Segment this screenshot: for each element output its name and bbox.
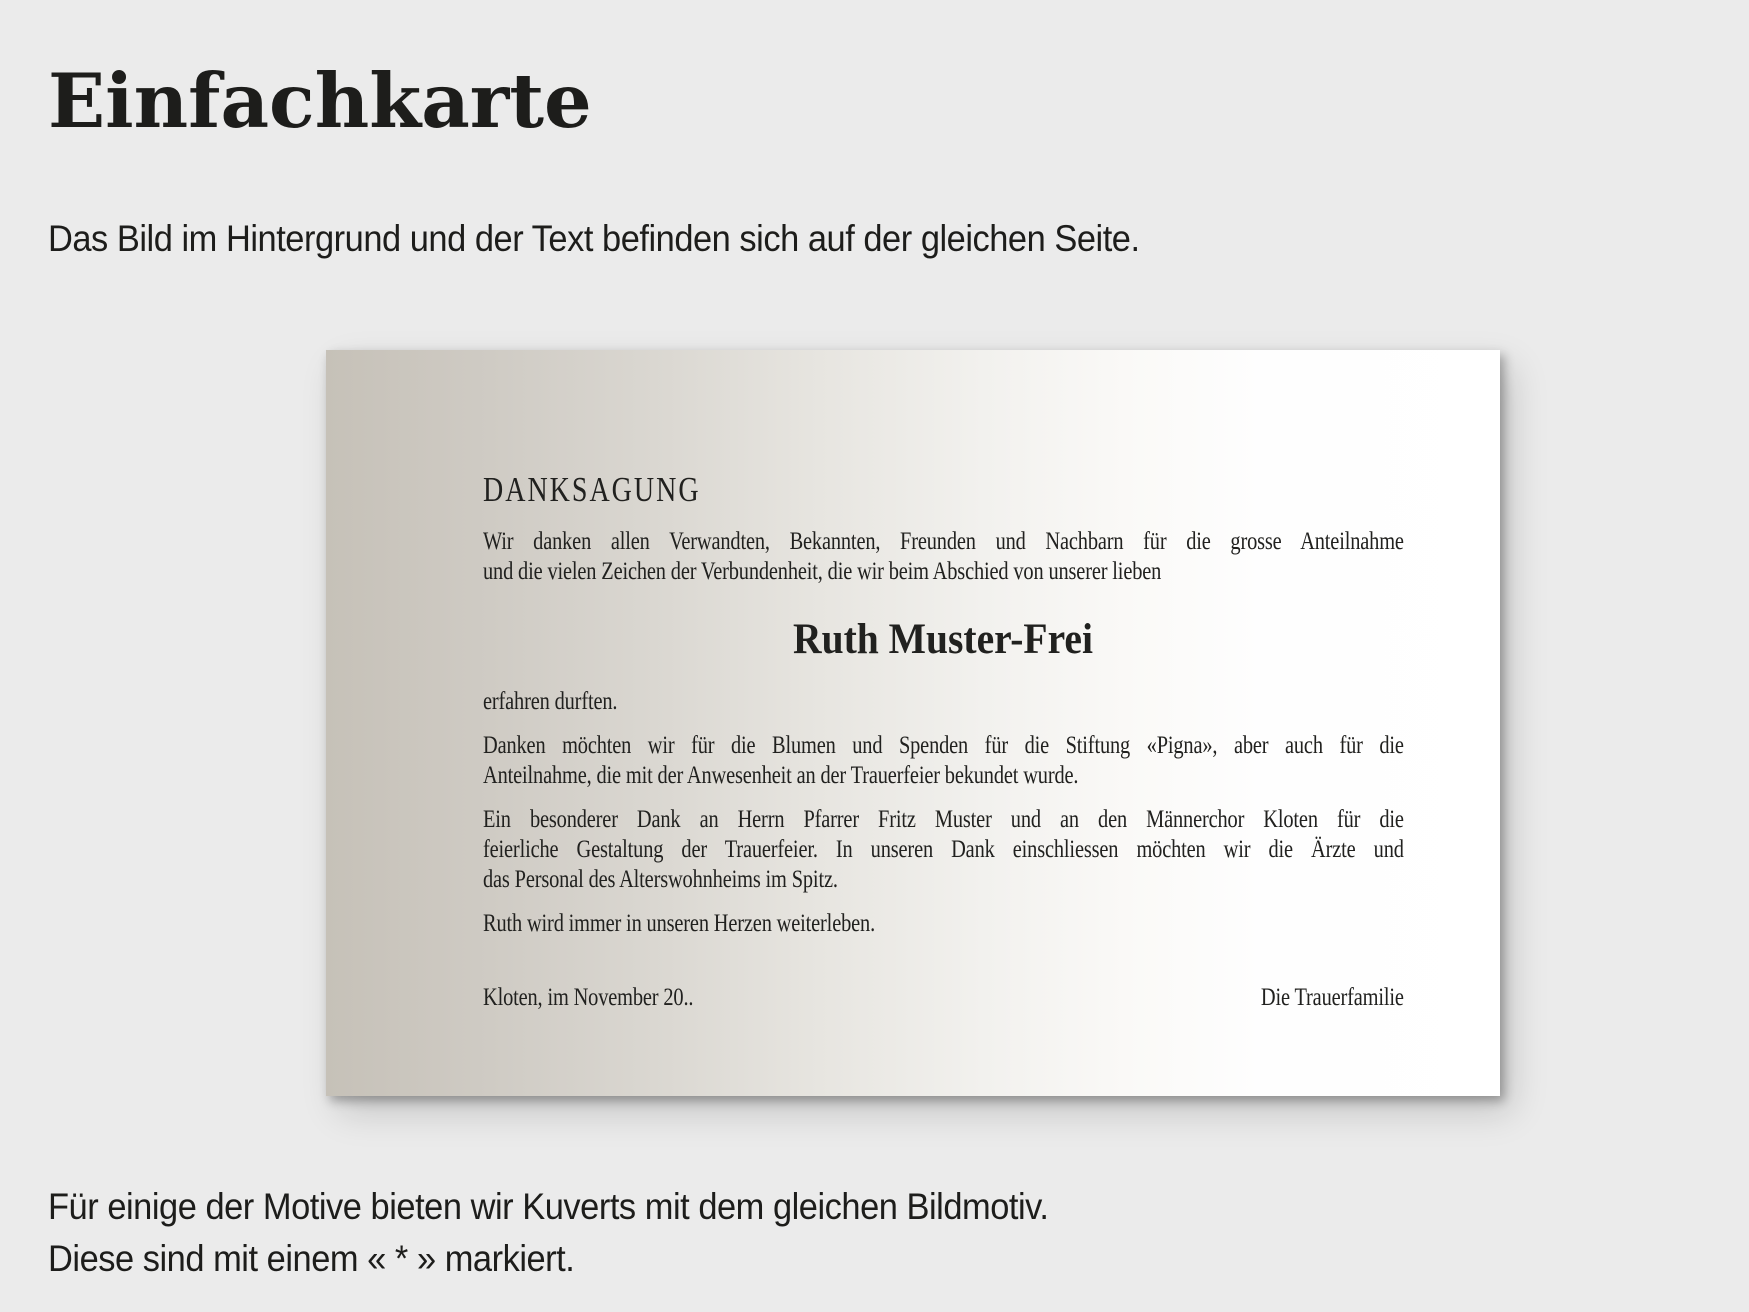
card-special-thanks-line: das Personal des Alterswohnheims im Spitz.	[483, 864, 838, 893]
card-place-date: Kloten, im November 20..	[483, 982, 694, 1011]
card-signature: Die Trauerfamilie	[1260, 982, 1404, 1011]
deceased-name-text: Ruth Muster-Frei	[793, 616, 1094, 663]
card-intro-line: und die vielen Zeichen der Verbundenheit, die wir beim Abschied von unserer lieben	[483, 556, 1162, 585]
footnote-line: Für einige der Motive bieten wir Kuverts mit dem gleichen Bildmotiv.	[48, 1186, 1049, 1227]
card-special-thanks-line: feierliche Gestaltung der Trauerfeier. In unseren Dank einschliessen möchten wir die Ärzte und	[483, 834, 1404, 863]
page-subtitle: Das Bild im Hintergrund und der Text befinden sich auf der gleichen Seite.	[48, 218, 1140, 259]
card-heading: DANKSAGUNG	[483, 470, 701, 509]
card-donation-paragraph	[483, 730, 1404, 790]
card-intro-line: Wir danken allen Verwandten, Bekannten, Freunden und Nachbarn für die grosse Anteilnahme	[483, 526, 1404, 555]
card-special-thanks-line: Ein besonderer Dank an Herrn Pfarrer Fritz Muster und an den Männerchor Kloten für die	[483, 804, 1404, 833]
page-title: Einfachkarte	[48, 57, 592, 145]
deceased-name	[483, 612, 1404, 668]
card-after-name-line: erfahren durften.	[483, 686, 618, 715]
card-text-block	[483, 350, 1404, 1012]
card-donation-line: Danken möchten wir für die Blumen und Spenden für die Stiftung «Pigna», aber auch für die	[483, 730, 1404, 759]
card-intro-paragraph	[483, 526, 1404, 586]
card-special-thanks-paragraph	[483, 804, 1404, 894]
card-footer	[483, 982, 1404, 1012]
footnote-line: Diese sind mit einem « * » markiert.	[48, 1238, 575, 1279]
page-footnote	[48, 1181, 1048, 1285]
card-donation-line: Anteilnahme, die mit der Anwesenheit an der Trauerfeier bekundet wurde.	[483, 760, 1079, 789]
memorial-card-preview	[326, 350, 1500, 1096]
card-closing-line: Ruth wird immer in unseren Herzen weiterleben.	[483, 908, 876, 937]
